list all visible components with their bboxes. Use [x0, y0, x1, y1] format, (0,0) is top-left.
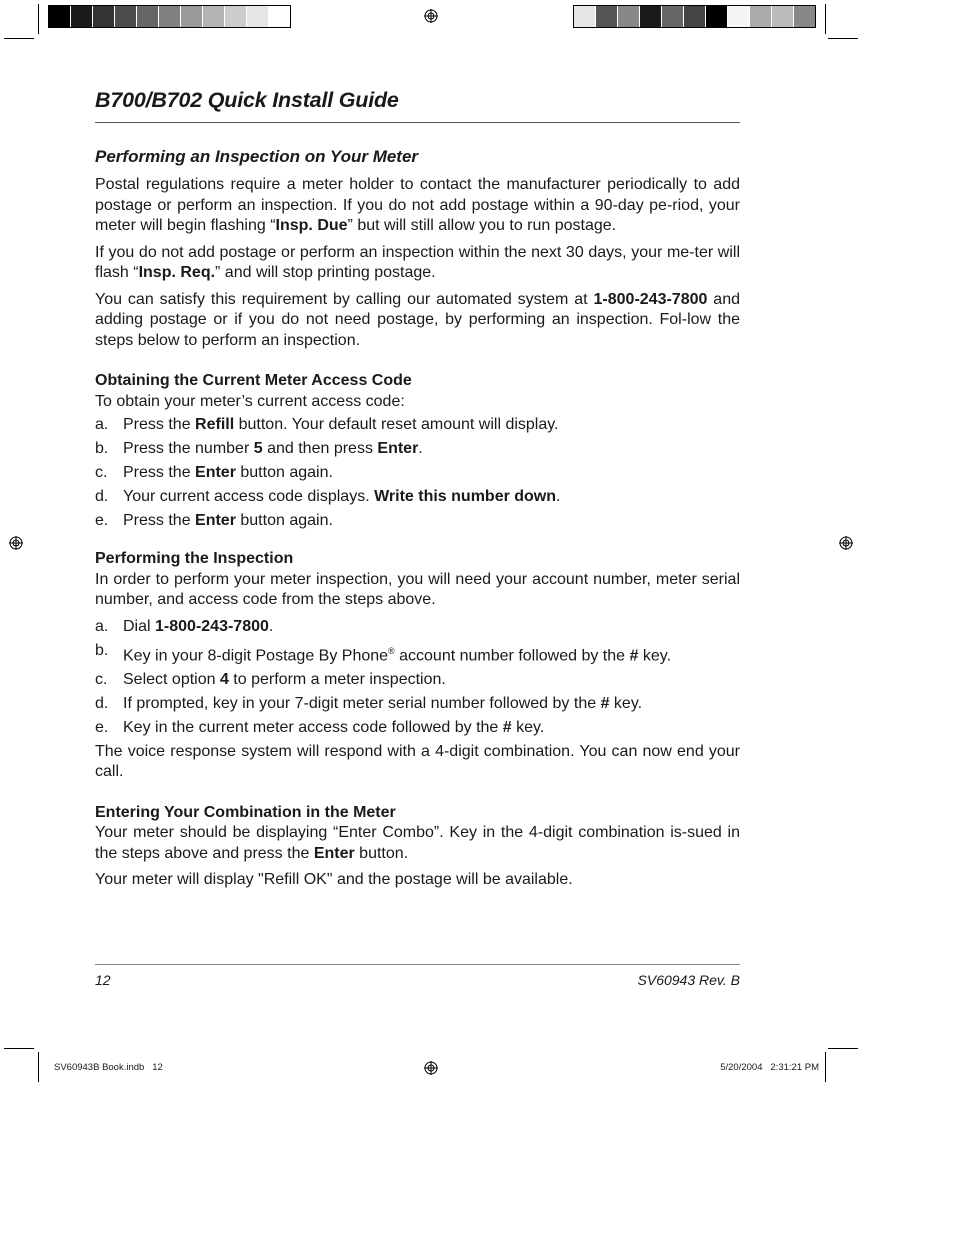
color-swatch [203, 6, 225, 27]
color-swatch [71, 6, 93, 27]
subheading-combination: Entering Your Combination in the Meter [95, 803, 396, 821]
slug-file: SV60943B Book.indb 12 [54, 1062, 163, 1073]
color-calibration-bar-left [48, 5, 291, 28]
registration-target-icon [839, 536, 853, 550]
color-swatch [772, 6, 794, 27]
paragraph-insp-due: Postal regulations require a meter holder to contact the manufacturer periodically to add postage or perform an inspection. If you do not add postage within a 90-day pe-riod, your meter will begin flashing “Insp. Due” but will still allow you to run postage. [95, 176, 740, 234]
paragraph-insp-req: If you do not add postage or perform an inspection within the next 30 days, your me-ter will flash “Insp. Req.” and will stop printing postage. [95, 243, 740, 281]
subheading-access-code: Obtaining the Current Meter Access Code [95, 372, 412, 389]
color-swatch [662, 6, 684, 27]
color-swatch [49, 6, 71, 27]
color-swatch [247, 6, 269, 27]
registration-target-icon [9, 536, 23, 550]
combination-paragraph: Your meter should be displaying “Enter Combo”. Key in the 4-digit combination is-sued in the steps above and press the Enter button. [95, 824, 740, 862]
main-content [95, 146, 740, 897]
crop-mark [828, 38, 858, 39]
crop-mark [825, 1052, 826, 1082]
paragraph-phone: You can satisfy this requirement by calling our automated system at 1-800-243-7800 and adding postage or if you do not need postage, by performing an inspection. Fol-low the steps below to perform an inspection. [95, 290, 741, 349]
inspection-steps [95, 617, 740, 739]
page-number: 12 [95, 972, 111, 988]
inspection-outro: The voice response system will respond with a 4-digit combination. You can now end your call. [95, 742, 740, 781]
list-item: c. Press the Enter button again. [95, 464, 333, 481]
color-swatch [640, 6, 662, 27]
color-swatch [181, 6, 203, 27]
title-rule [95, 122, 740, 123]
color-swatch [137, 6, 159, 27]
crop-mark [4, 1048, 34, 1049]
crop-mark [828, 1048, 858, 1049]
color-swatch [574, 6, 596, 27]
subheading-inspection: Performing the Inspection [95, 550, 294, 567]
color-swatch [618, 6, 640, 27]
list-item: b. Press the number 5 and then press Enter. [95, 440, 423, 457]
slug-datetime: 5/20/2004 2:31:21 PM [720, 1062, 819, 1073]
color-swatch [750, 6, 772, 27]
color-swatch [706, 6, 728, 27]
color-swatch [794, 6, 815, 27]
page-title: B700/B702 Quick Install Guide [95, 88, 399, 112]
list-item: d. If prompted, key in your 7-digit meter serial number followed by the # key. [95, 694, 643, 712]
crop-mark [825, 4, 826, 34]
crop-mark [38, 1052, 39, 1082]
access-code-steps [95, 415, 740, 532]
crop-mark [38, 4, 39, 34]
access-code-intro: To obtain your meter’s current access code: [95, 392, 405, 410]
document-id: SV60943 Rev. B [637, 972, 740, 988]
list-item: b. Key in your 8-digit Postage By Phone® account number followed by the # key. [95, 641, 672, 664]
list-item: d. Your current access code displays. Write this number down. [95, 488, 561, 505]
registration-target-icon [424, 9, 438, 23]
inspection-intro: In order to perform your meter inspection, you will need your account number, meter serial number, and access code from the steps above. [95, 570, 740, 608]
section-heading: Performing an Inspection on Your Meter [95, 147, 419, 166]
color-calibration-bar-right [573, 5, 816, 28]
list-item: a. Dial 1-800-243-7800. [95, 617, 274, 635]
color-swatch [269, 6, 290, 27]
color-swatch [225, 6, 247, 27]
color-swatch [596, 6, 618, 27]
color-swatch [115, 6, 137, 27]
color-swatch [159, 6, 181, 27]
combination-result: Your meter will display "Refill OK" and the postage will be available. [95, 871, 573, 889]
footer-rule [95, 964, 740, 965]
list-item: e. Key in the current meter access code followed by the # key. [95, 718, 545, 736]
list-item: a. Press the Refill button. Your default reset amount will display. [95, 416, 559, 433]
list-item: e. Press the Enter button again. [95, 512, 333, 529]
list-item: c. Select option 4 to perform a meter inspection. [95, 670, 446, 688]
registration-target-icon [424, 1061, 438, 1075]
color-swatch [684, 6, 706, 27]
crop-mark [4, 38, 34, 39]
color-swatch [728, 6, 750, 27]
color-swatch [93, 6, 115, 27]
